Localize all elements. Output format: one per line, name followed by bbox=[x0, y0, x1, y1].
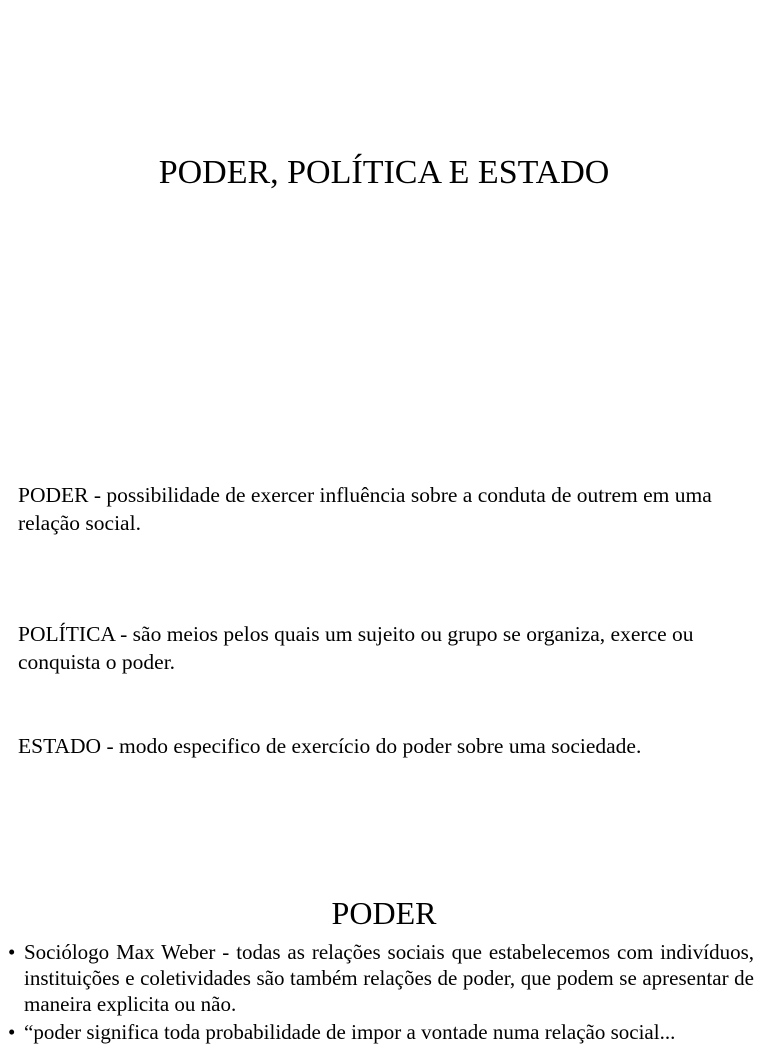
definition-politica: POLÍTICA - são meios pelos quais um sujeito ou grupo se organiza, exerce ou conquista o poder. bbox=[18, 622, 694, 674]
definition-poder: PODER - possibilidade de exercer influência sobre a conduta de outrem em uma relação social. bbox=[18, 483, 712, 535]
list-item bbox=[8, 1019, 754, 1045]
section-title-poder: PODER bbox=[331, 895, 437, 931]
bullet-icon: • bbox=[8, 1020, 16, 1044]
definition-estado: ESTADO - modo especifico de exercício do poder sobre uma sociedade. bbox=[18, 734, 642, 758]
bullet-list bbox=[8, 939, 754, 1045]
bullet-text-weber: Sociólogo Max Weber - todas as relações sociais que estabelecemos com indivíduos, instituições e coletividades são também relações de poder, que podem se apresentar de maneira explicita ou não. bbox=[24, 940, 754, 1016]
bullet-text-quote: “poder significa toda probabilidade de impor a vontade numa relação social... bbox=[24, 1020, 676, 1044]
slide-title: PODER, POLÍTICA E ESTADO bbox=[158, 154, 610, 191]
list-item bbox=[8, 939, 754, 1017]
bullet-icon: • bbox=[8, 940, 16, 964]
